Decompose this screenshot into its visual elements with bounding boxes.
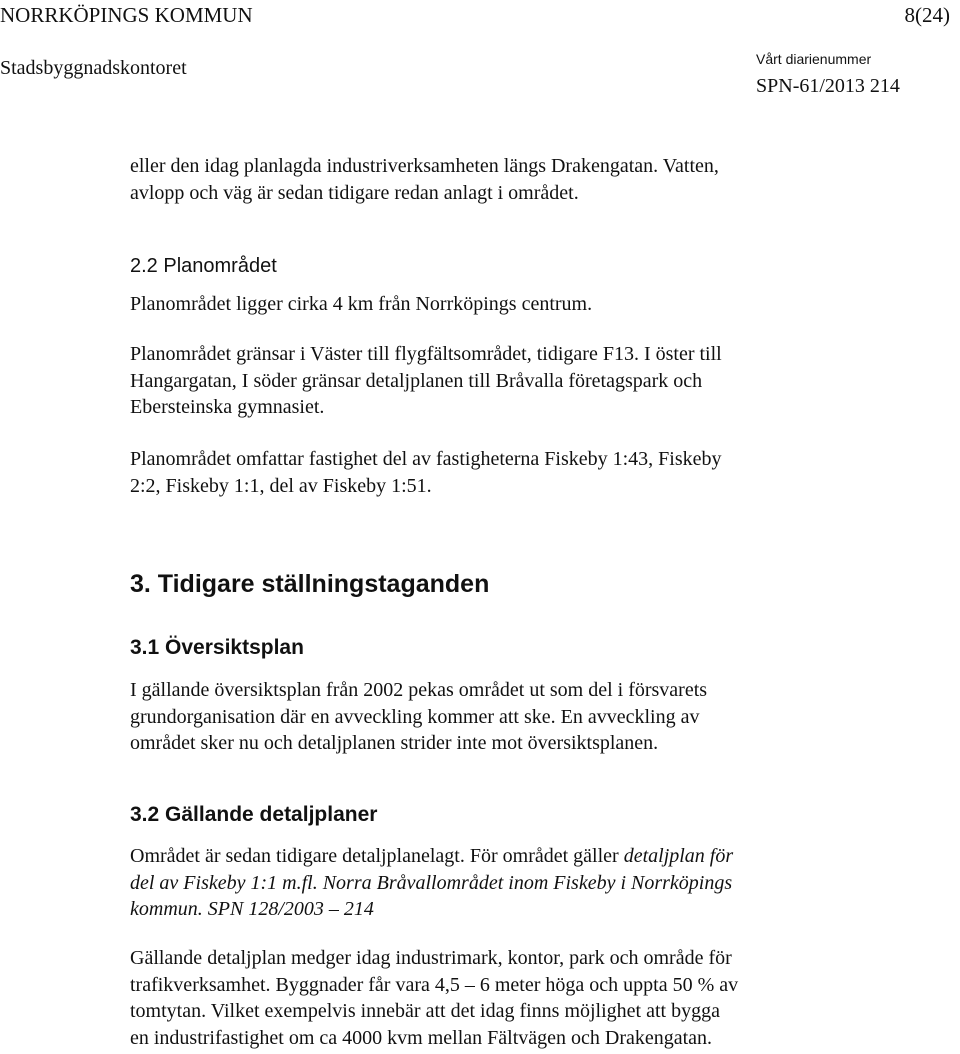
paragraph-line: Planområdet ligger cirka 4 km från Norrköpings centrum. bbox=[130, 293, 593, 315]
paragraph-line: I gällande översiktsplan från 2002 pekas området ut som del i försvarets bbox=[130, 679, 708, 701]
section-2-2-para3 bbox=[130, 446, 930, 499]
paragraph-line: Gällande detaljplan medger idag industrimark, kontor, park och område för bbox=[130, 947, 732, 969]
section-3-2-para1 bbox=[130, 843, 930, 923]
section-3-1-heading-block bbox=[130, 635, 930, 661]
department-name: Stadsbyggnadskontoret bbox=[0, 57, 187, 79]
section-2-2-para1 bbox=[130, 291, 930, 318]
intro-line: avlopp och väg är sedan tidigare redan anlagt i området. bbox=[130, 181, 579, 204]
paragraph-line: trafikverksamhet. Byggnader får vara 4,5 – 6 meter höga och uppta 50 % av bbox=[130, 973, 739, 996]
section-3-2-heading: 3.2 Gällande detaljplaner bbox=[130, 803, 378, 826]
paragraph-line bbox=[130, 843, 930, 870]
intro-paragraph bbox=[130, 153, 930, 206]
section-3-1-paragraph bbox=[130, 677, 930, 757]
organization-name: NORRKÖPINGS KOMMUN bbox=[0, 3, 253, 27]
paragraph-line: grundorganisation där en avveckling kommer att ske. En avveckling av bbox=[130, 705, 700, 728]
paragraph-line: Hangargatan, I söder gränsar detaljplanen till Bråvalla företagspark och bbox=[130, 369, 703, 392]
paragraph-line: 2:2, Fiskeby 1:1, del av Fiskeby 1:51. bbox=[130, 474, 432, 497]
plan-reference-text: kommun. SPN 128/2003 – 214 bbox=[130, 898, 374, 920]
section-3-heading: 3. Tidigare ställningstaganden bbox=[130, 570, 490, 598]
plain-text: Området är sedan tidigare detaljplanelagt. För området gäller bbox=[130, 845, 624, 867]
page-number: 8(24) bbox=[904, 3, 950, 27]
paragraph-line bbox=[130, 870, 930, 897]
reference-number: SPN-61/2013 214 bbox=[756, 75, 900, 97]
paragraph-line: tomtytan. Vilket exempelvis innebär att det idag finns möjlighet att bygga bbox=[130, 1000, 720, 1022]
plan-reference-text: del av Fiskeby 1:1 m.fl. Norra Bråvallområdet inom Fiskeby i Norrköpings bbox=[130, 871, 733, 894]
section-2-2-heading-block bbox=[130, 253, 930, 279]
section-3-heading-block bbox=[130, 569, 930, 599]
section-3-1-heading: 3.1 Översiktsplan bbox=[130, 636, 304, 659]
section-2-2-heading: 2.2 Planområdet bbox=[130, 255, 277, 277]
reference-label: Vårt diarienummer bbox=[756, 51, 872, 67]
paragraph-line: Planområdet omfattar fastighet del av fastigheterna Fiskeby 1:43, Fiskeby bbox=[130, 448, 722, 470]
section-2-2-para2 bbox=[130, 341, 930, 421]
paragraph-line bbox=[130, 896, 930, 923]
paragraph-line: området sker nu och detaljplanen strider inte mot översiktsplanen. bbox=[130, 732, 659, 754]
intro-line: eller den idag planlagda industriverksamheten längs Drakengatan. Vatten, bbox=[130, 155, 719, 177]
paragraph-line: Ebersteinska gymnasiet. bbox=[130, 396, 325, 418]
plan-reference-text: detaljplan för bbox=[623, 845, 734, 867]
paragraph-line: Planområdet gränsar i Väster till flygfältsområdet, tidigare F13. I öster till bbox=[130, 343, 722, 365]
paragraph-line: en industrifastighet om ca 4000 kvm mellan Fältvägen och Drakengatan. bbox=[130, 1026, 713, 1049]
section-3-2-heading-block bbox=[130, 802, 930, 828]
section-3-2-para2 bbox=[130, 945, 930, 1051]
